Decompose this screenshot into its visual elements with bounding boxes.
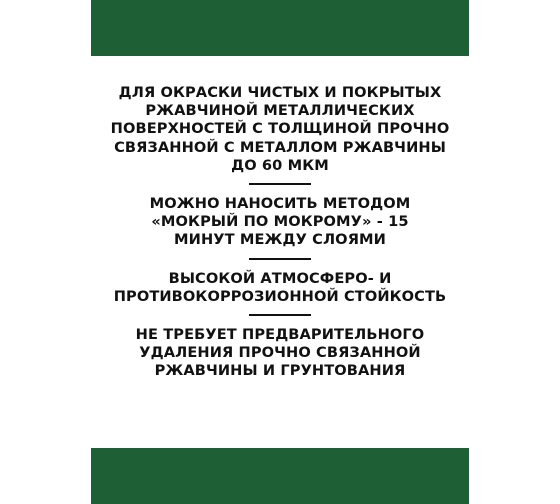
bottom-green-band: [91, 448, 469, 504]
feature-line: МИНУТ МЕЖДУ СЛОЯМИ: [174, 231, 386, 249]
divider: [249, 183, 311, 185]
feature-line: УДАЛЕНИЯ ПРОЧНО СВЯЗАННОЙ: [139, 344, 421, 362]
feature-paragraph-surface-prep: [91, 84, 469, 175]
feature-line: РЖАВЧИНОЙ МЕТАЛЛИЧЕСКИХ: [145, 102, 415, 120]
feature-line: ВЫСОКОЙ АТМОСФЕРО- И: [168, 269, 392, 287]
feature-paragraph-resistance: [91, 270, 469, 306]
top-green-band: [91, 0, 469, 56]
feature-line: МОЖНО НАНОСИТЬ МЕТОДОМ: [149, 195, 411, 213]
feature-paragraph-no-priming: [91, 326, 469, 381]
feature-line: ДЛЯ ОКРАСКИ ЧИСТЫХ И ПОКРЫТЫХ: [118, 84, 442, 101]
feature-line: НЕ ТРЕБУЕТ ПРЕДВАРИТЕЛЬНОГО: [135, 326, 425, 344]
feature-line: ПРОТИВОКОРРОЗИОННОЙ СТОЙКОСТЬ: [113, 287, 447, 305]
divider: [249, 258, 311, 260]
feature-line: ПОВЕРХНОСТЕЙ С ТОЛЩИНОЙ ПРОЧНО: [110, 120, 450, 138]
feature-line: «МОКРЫЙ ПО МОКРОМУ» - 15: [151, 213, 409, 231]
divider: [249, 314, 311, 316]
feature-paragraph-wet-on-wet: [91, 195, 469, 250]
feature-line: ДО 60 МКМ: [231, 156, 329, 174]
feature-list: [91, 84, 469, 381]
feature-line: СВЯЗАННОЙ С МЕТАЛЛОМ РЖАВЧИНЫ: [114, 138, 446, 156]
feature-line: РЖАВЧИНЫ И ГРУНТОВАНИЯ: [154, 362, 406, 380]
